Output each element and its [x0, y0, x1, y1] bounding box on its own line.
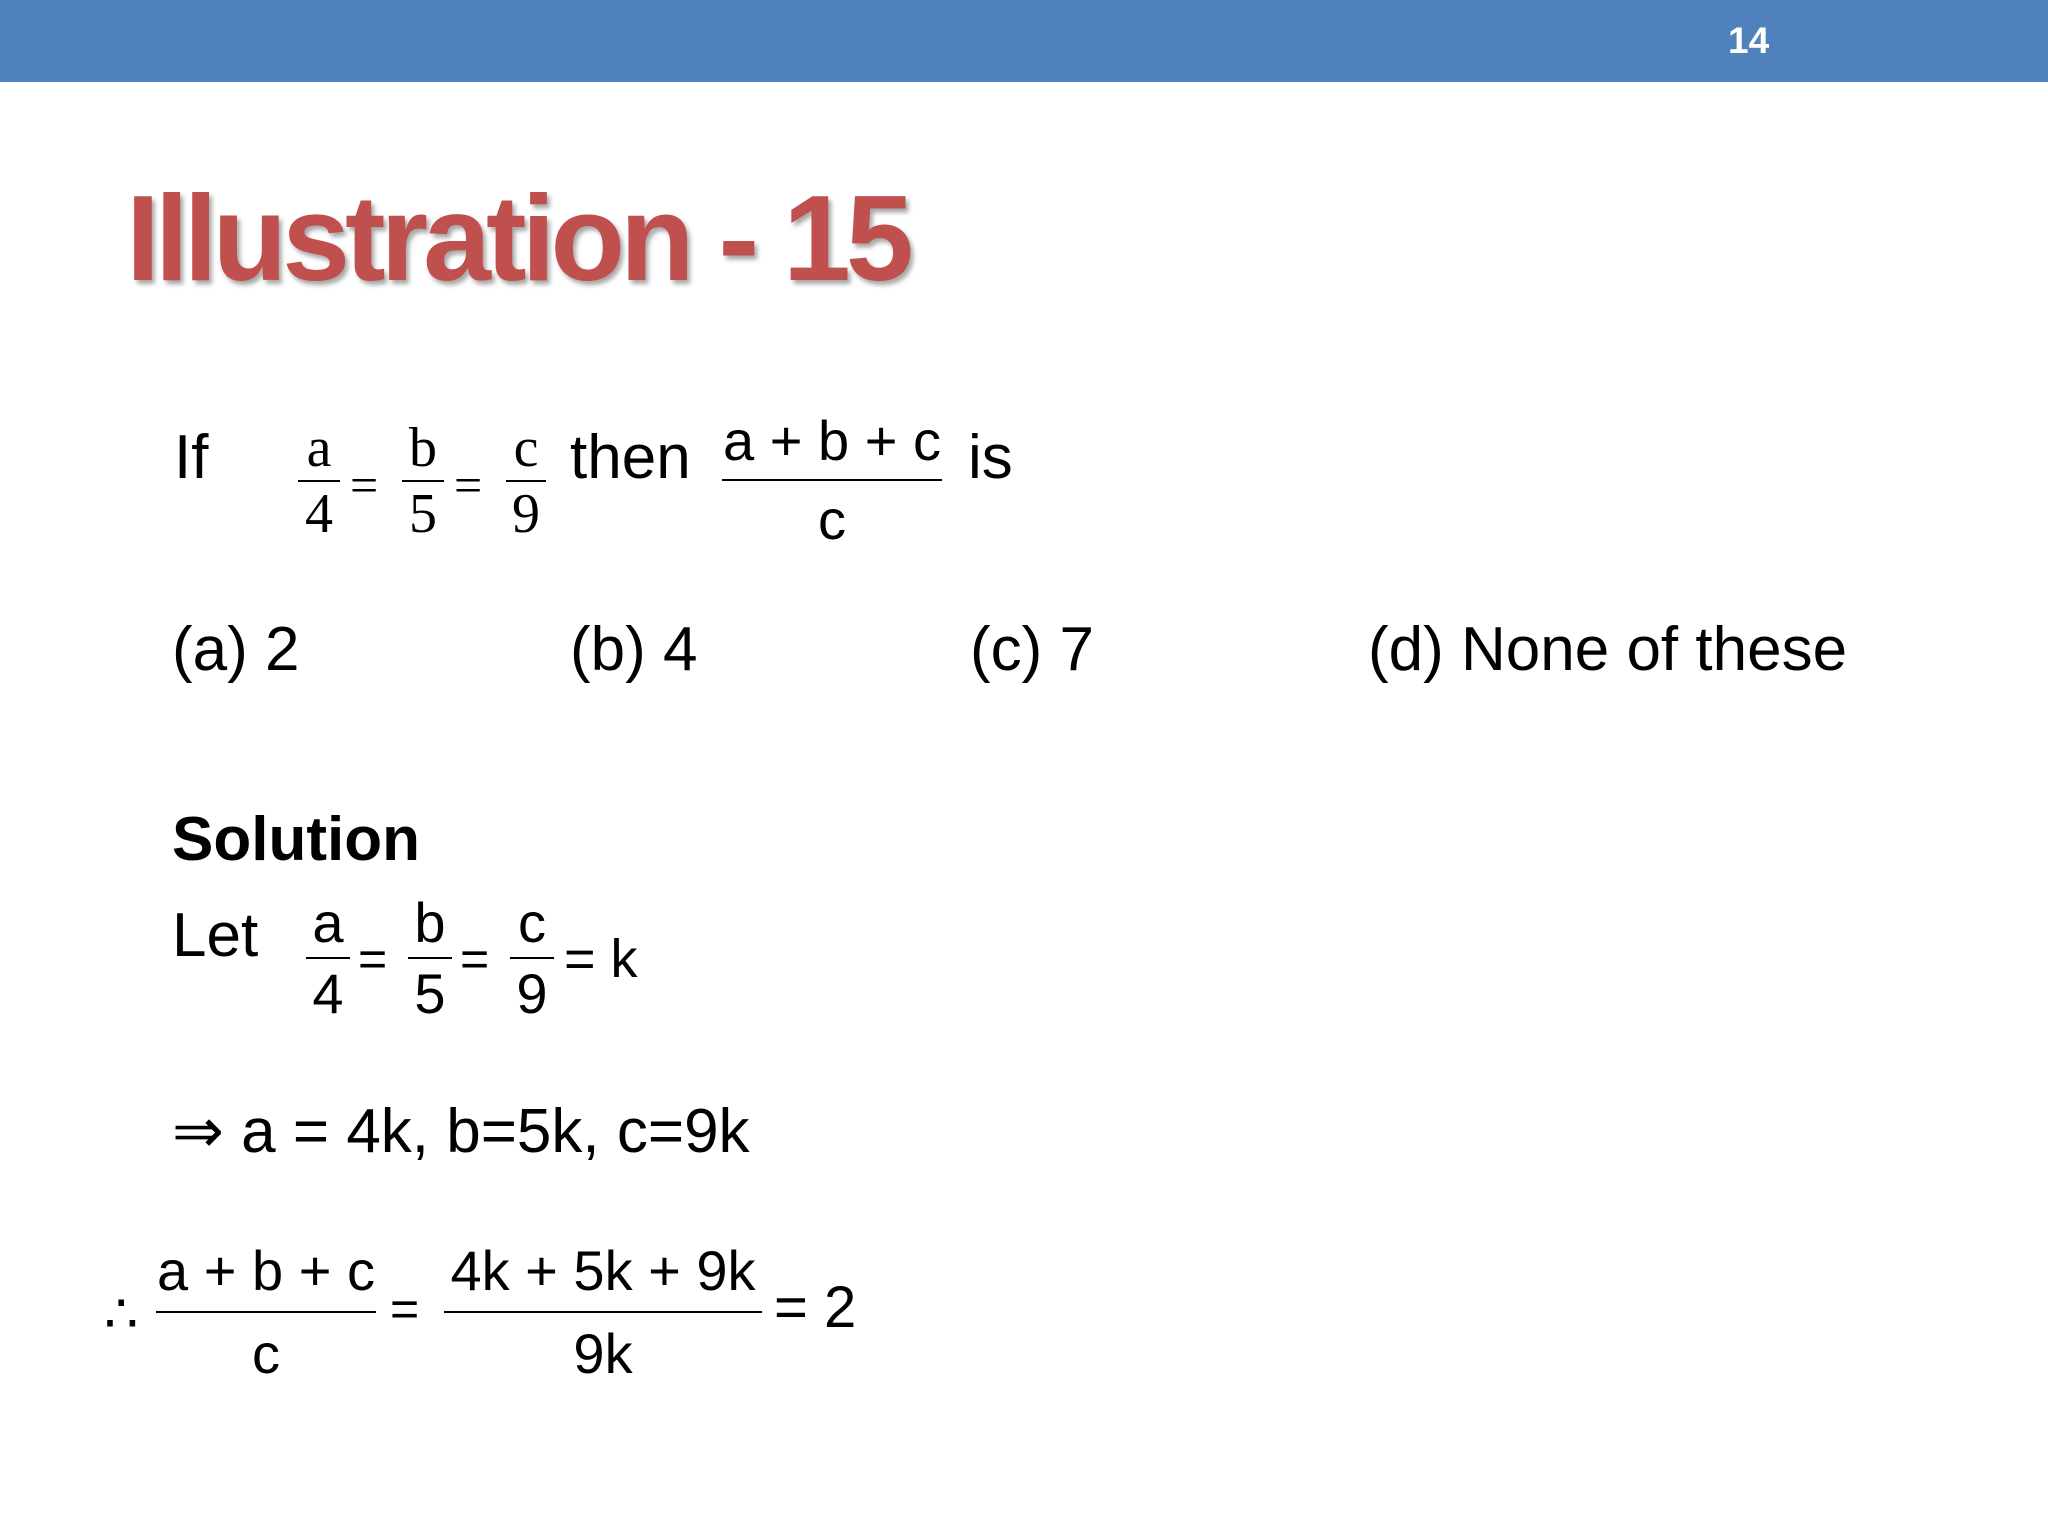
fraction-denominator: 5 — [414, 962, 446, 1025]
final-fraction-right — [444, 1238, 762, 1386]
question-fraction-c-over-9 — [506, 416, 546, 546]
fraction-numerator: 4k + 5k + 9k — [450, 1239, 756, 1302]
fraction-bar — [408, 957, 452, 959]
fraction-bar — [722, 479, 942, 481]
solution-heading: Solution — [172, 805, 420, 874]
fraction-numerator: b — [409, 417, 437, 479]
question-fraction-a-over-4 — [298, 416, 340, 546]
question-target-fraction — [722, 408, 942, 552]
final-fraction-left — [156, 1238, 376, 1386]
fraction-denominator: 4 — [305, 483, 333, 545]
slide-title: Illustration - 15 — [126, 170, 909, 306]
fraction-numerator: a — [306, 417, 332, 479]
fraction-denominator: 9 — [512, 483, 540, 545]
if-label: If — [174, 423, 209, 492]
fraction-denominator: c — [818, 488, 846, 551]
fraction-denominator: 5 — [409, 483, 437, 545]
equals-k: = k — [564, 929, 638, 989]
fraction-denominator: c — [252, 1322, 280, 1385]
fraction-bar — [510, 957, 554, 959]
fraction-numerator: b — [414, 891, 446, 954]
option-a: (a) 2 — [172, 615, 300, 684]
fraction-denominator: 9k — [573, 1322, 633, 1385]
equals-sign: = — [350, 457, 379, 513]
equals-sign: = — [390, 1281, 420, 1337]
is-label: is — [968, 423, 1013, 492]
fraction-numerator: a + b + c — [723, 409, 941, 472]
let-fraction-b-over-5 — [408, 890, 452, 1026]
let-fraction-a-over-4 — [306, 890, 350, 1026]
option-b: (b) 4 — [570, 615, 698, 684]
fraction-numerator: c — [513, 417, 539, 479]
option-d: (d) None of these — [1368, 615, 1848, 684]
fraction-bar — [306, 957, 350, 959]
fraction-numerator: a — [312, 891, 344, 954]
equals-sign: = — [454, 457, 483, 513]
question-fraction-b-over-5 — [402, 416, 444, 546]
option-c: (c) 7 — [970, 615, 1094, 684]
final-result: = 2 — [774, 1275, 857, 1340]
therefore-icon: ∴ — [104, 1284, 139, 1344]
implies-line: ⇒ a = 4k, b=5k, c=9k — [172, 1097, 750, 1166]
fraction-bar — [156, 1311, 376, 1313]
fraction-bar — [444, 1311, 762, 1313]
let-label: Let — [172, 901, 259, 970]
fraction-denominator: 9 — [516, 962, 548, 1025]
let-fraction-c-over-9 — [510, 890, 554, 1026]
page-number: 14 — [1728, 20, 1770, 61]
then-label: then — [570, 423, 691, 492]
fraction-numerator: c — [518, 891, 546, 954]
fraction-numerator: a + b + c — [157, 1239, 375, 1302]
fraction-denominator: 4 — [312, 962, 344, 1025]
equals-sign: = — [358, 931, 388, 987]
equals-sign: = — [460, 931, 490, 987]
